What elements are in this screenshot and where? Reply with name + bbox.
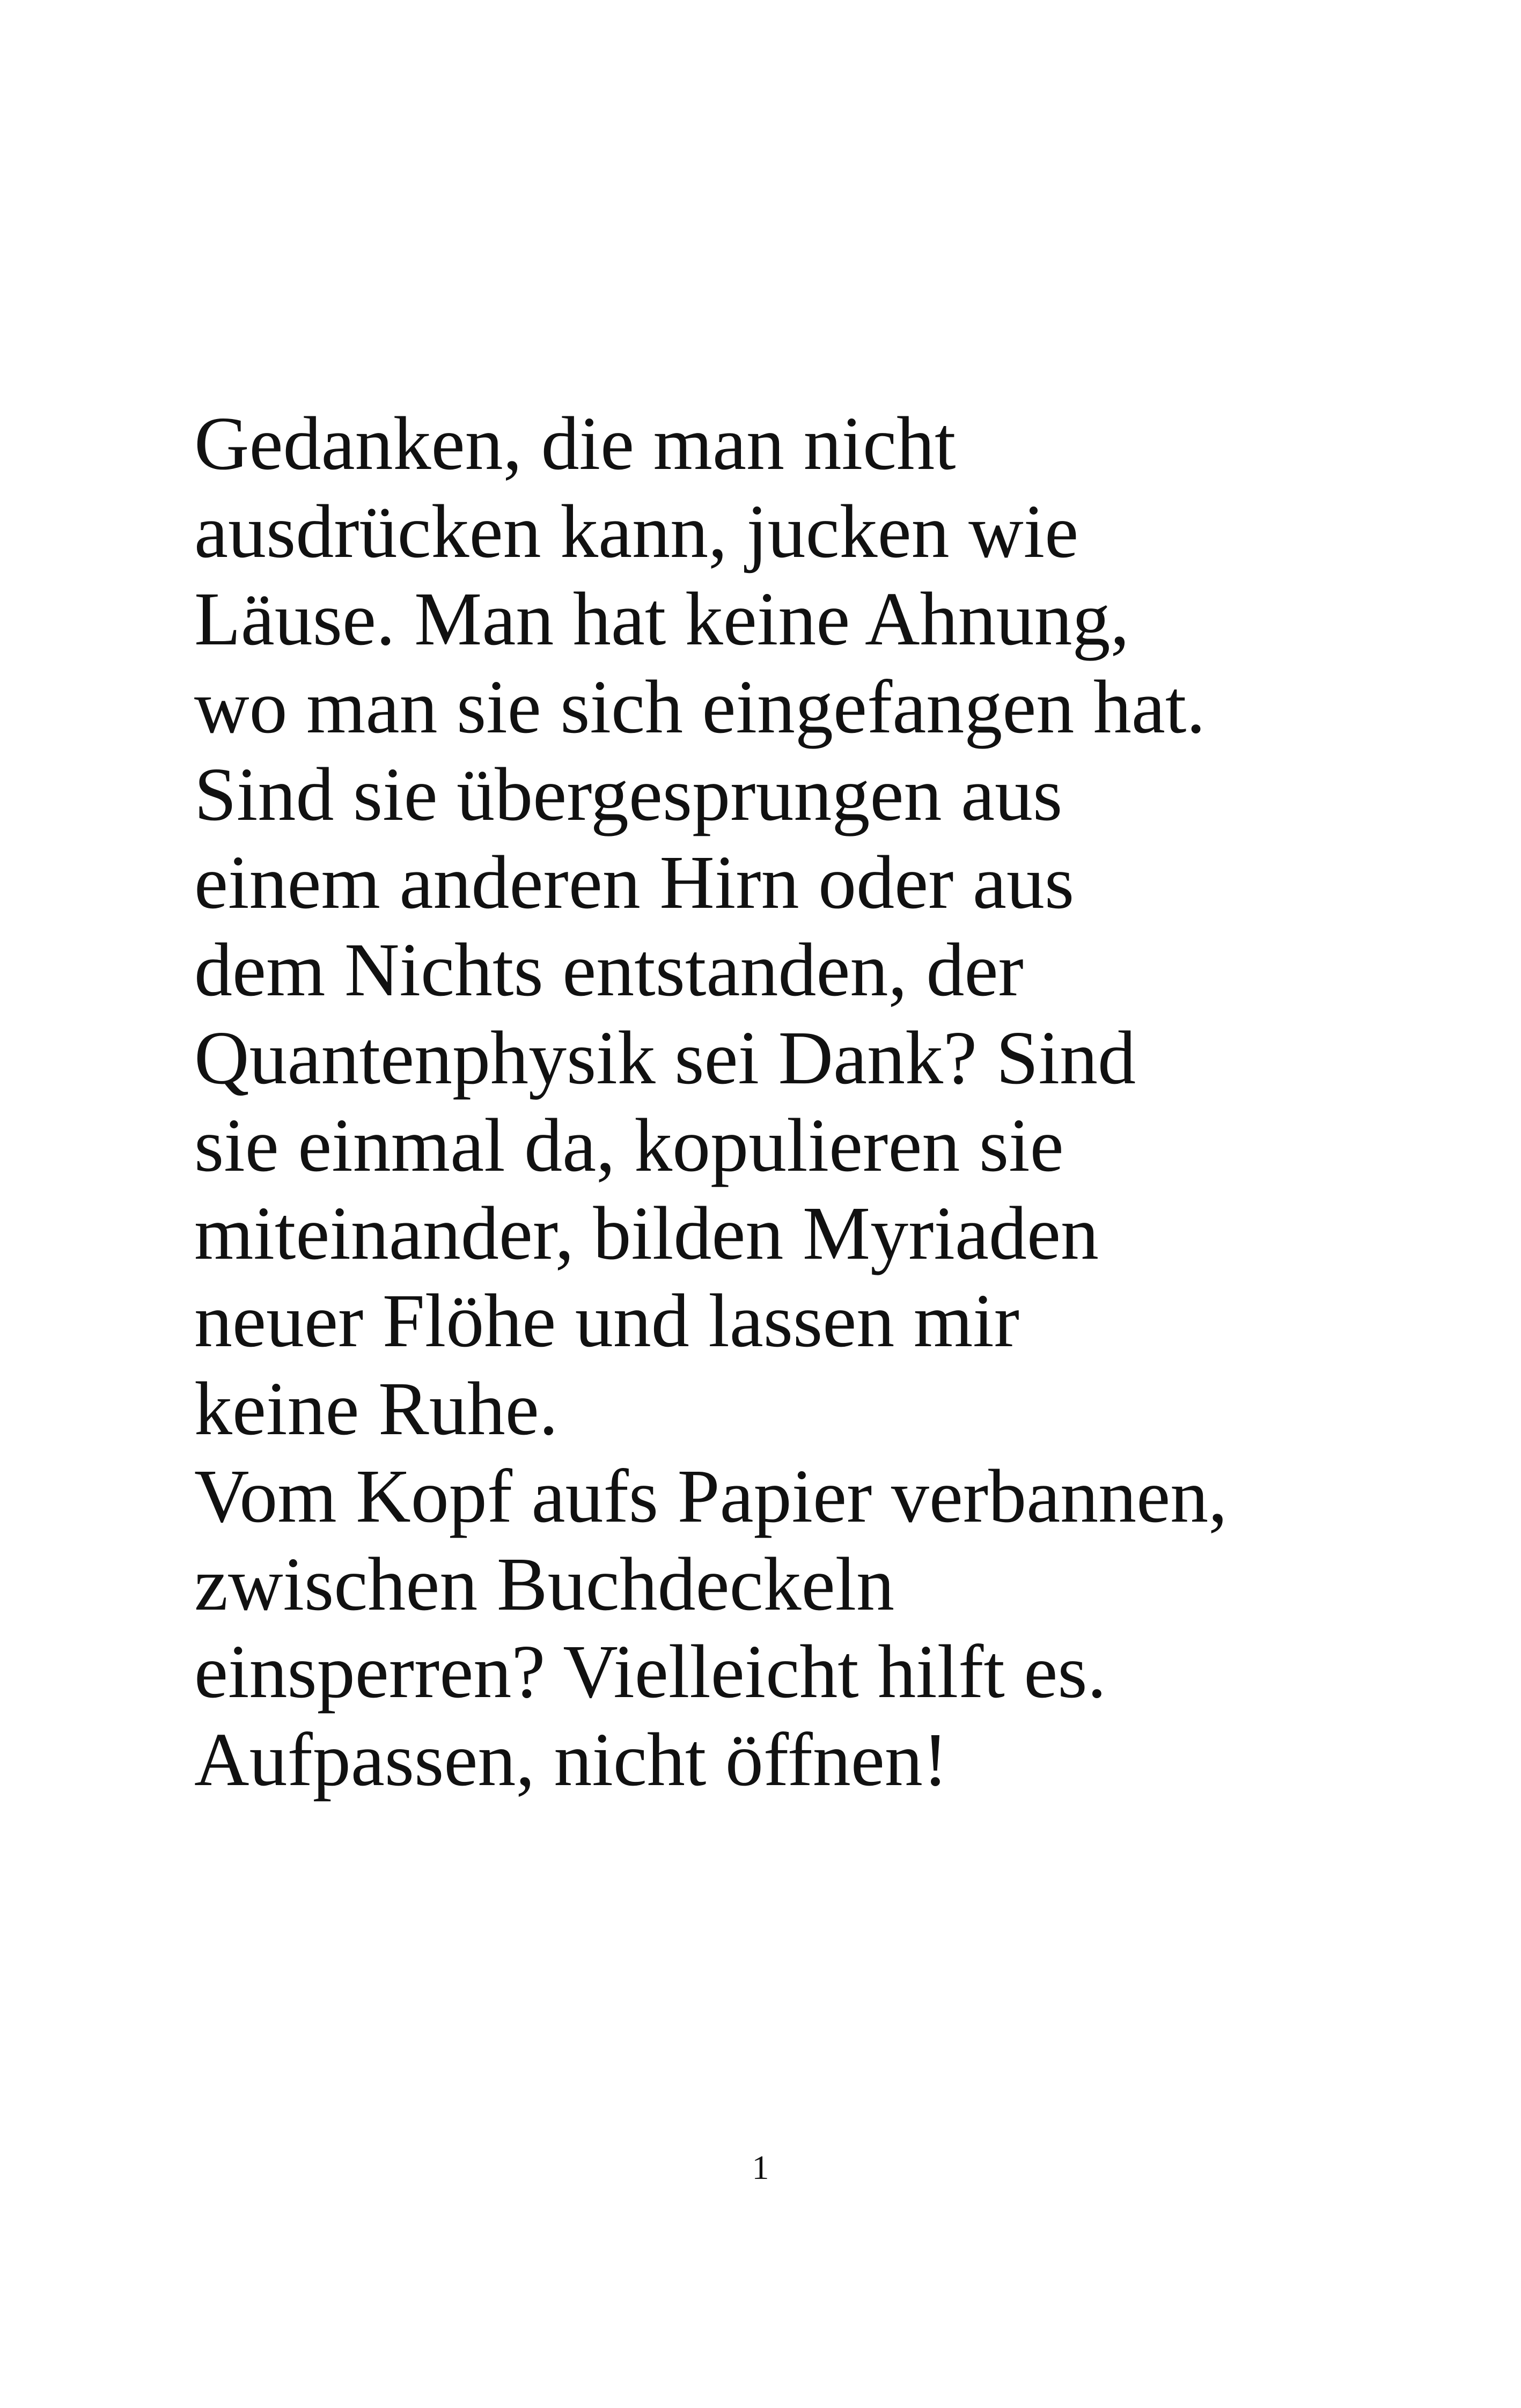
text-line: dem Nichts entstanden, der bbox=[194, 927, 1024, 1012]
text-line: zwischen Buchdeckeln bbox=[194, 1541, 895, 1626]
text-line: einsperren? Vielleicht hilft es. bbox=[194, 1629, 1107, 1714]
text-line: Quantenphysik sei Dank? Sind bbox=[194, 1015, 1136, 1100]
text-line: Gedanken, die man nicht bbox=[194, 401, 956, 486]
text-line: einem anderen Hirn oder aus bbox=[194, 839, 1075, 924]
text-line: ausdrücken kann, jucken wie bbox=[194, 488, 1079, 574]
text-line: Sind sie übergesprungen aus bbox=[194, 752, 1063, 836]
page-number: 1 bbox=[752, 2148, 769, 2186]
text-line: Vom Kopf aufs Papier verbannen, bbox=[194, 1453, 1228, 1538]
text-line: keine Ruhe. bbox=[194, 1365, 559, 1451]
text-line: neuer Flöhe und lassen mir bbox=[194, 1278, 1020, 1363]
text-line: wo man sie sich eingefangen hat. bbox=[194, 664, 1206, 749]
text-line: Läuse. Man hat keine Ahnung, bbox=[194, 576, 1130, 661]
body-text bbox=[194, 400, 1428, 1803]
text-line: sie einmal da, kopulieren sie bbox=[194, 1103, 1064, 1187]
text-line: miteinander, bilden Myriaden bbox=[194, 1190, 1099, 1275]
text-line: Aufpassen, nicht öffnen! bbox=[194, 1716, 949, 1802]
